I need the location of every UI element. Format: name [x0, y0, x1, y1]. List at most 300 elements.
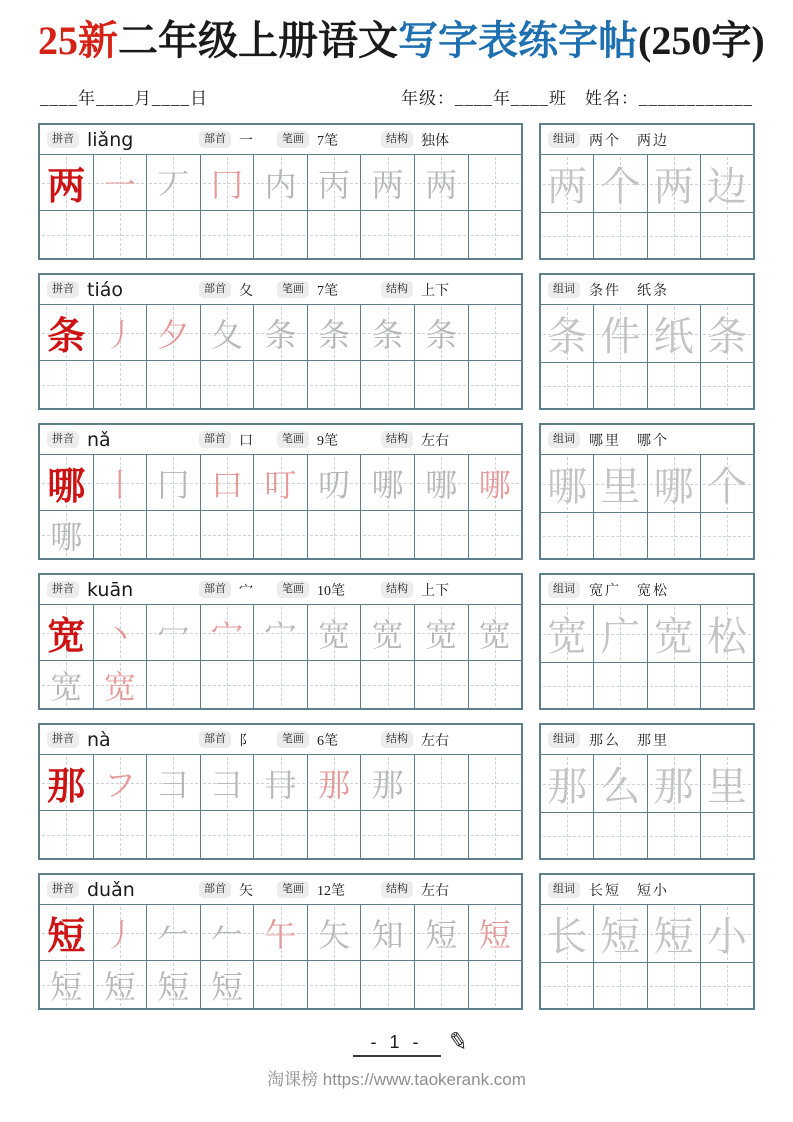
radical-tag: 部首	[199, 881, 231, 898]
stroke-cell	[254, 755, 308, 810]
pinyin-tag: 拼音	[47, 881, 79, 898]
empty-cell	[648, 663, 701, 708]
trace-cell-glyph: 小	[706, 914, 747, 959]
character-block	[38, 123, 755, 260]
empty-practice-row	[541, 812, 753, 858]
trace-cell-glyph: 纸	[653, 314, 694, 359]
words-value: 那么 那里	[589, 733, 669, 749]
stroke-cell	[147, 811, 201, 858]
practice-row-1	[40, 755, 521, 810]
stroke-cell	[415, 755, 469, 810]
stroke-cell	[201, 155, 255, 210]
stroke-cell	[361, 811, 415, 858]
trace-cell-glyph: 件	[600, 314, 641, 359]
stroke-cell	[40, 811, 94, 858]
practice-row-2	[40, 510, 521, 558]
trace-cell-glyph: 哪	[547, 464, 588, 509]
trace-cell-glyph: 宽	[547, 614, 588, 659]
stroke-cell	[469, 155, 522, 210]
practice-row-2	[40, 660, 521, 708]
stroke-order-grid	[38, 123, 523, 260]
stroke-cell-glyph: 𠂉	[157, 916, 190, 953]
stroke-cell-glyph: 彐	[210, 766, 243, 803]
trace-cell	[594, 155, 647, 212]
trace-cell	[648, 755, 701, 812]
block-header	[40, 725, 521, 755]
stroke-cell-glyph: 宽	[425, 616, 458, 653]
stroke-cell-glyph: 矢	[318, 916, 351, 953]
stroke-cell	[308, 511, 362, 558]
practice-row-1	[40, 905, 521, 960]
trace-cell-glyph: 广	[600, 614, 641, 659]
stroke-cell	[361, 661, 415, 708]
stroke-cell-glyph: 宽	[103, 668, 136, 705]
stroke-cell-glyph: 短	[210, 968, 243, 1005]
title-middle: 二年级上册语文	[118, 18, 398, 63]
stroke-cell	[254, 211, 308, 258]
stroke-cell	[415, 305, 469, 360]
empty-cell	[648, 513, 701, 558]
empty-cell	[541, 363, 594, 408]
words-tag: 组词	[548, 131, 580, 148]
structure-tag: 结构	[381, 881, 413, 898]
stroke-cell-glyph: 两	[371, 166, 404, 203]
structure-value: 上下	[421, 283, 449, 299]
trace-cell	[541, 905, 594, 962]
stroke-cell	[94, 361, 148, 408]
empty-practice-row	[541, 962, 753, 1008]
stroke-cell	[415, 905, 469, 960]
structure-tag: 结构	[381, 131, 413, 148]
stroke-cell	[94, 661, 148, 708]
stroke-cell	[415, 961, 469, 1008]
strokes-value: 7笔	[317, 133, 338, 149]
main-character-cell	[40, 155, 94, 210]
stroke-cell	[415, 511, 469, 558]
empty-cell	[594, 363, 647, 408]
stroke-order-grid	[38, 273, 523, 410]
trace-cell-glyph: 个	[600, 164, 641, 209]
stroke-cell-glyph: 丨	[103, 466, 136, 503]
strokes-tag: 笔画	[277, 581, 309, 598]
stroke-cell	[40, 211, 94, 258]
stroke-cell	[361, 361, 415, 408]
stroke-cell	[147, 755, 201, 810]
trace-cell	[648, 605, 701, 662]
stroke-cell	[308, 905, 362, 960]
stroke-cell	[254, 361, 308, 408]
empty-practice-row	[541, 362, 753, 408]
empty-practice-row	[541, 662, 753, 708]
trace-cell-glyph: 那	[653, 764, 694, 809]
trace-cell	[701, 905, 753, 962]
stroke-cell-glyph: 夂	[210, 316, 243, 353]
words-header	[541, 275, 753, 305]
empty-cell	[648, 213, 701, 258]
block-header	[40, 425, 521, 455]
stroke-cell	[415, 811, 469, 858]
stroke-cell	[469, 661, 522, 708]
character-block	[38, 723, 755, 860]
stroke-cell	[94, 605, 148, 660]
stroke-cell	[308, 155, 362, 210]
words-header	[541, 575, 753, 605]
character-block	[38, 573, 755, 710]
stroke-cell	[201, 755, 255, 810]
practice-row-1	[40, 305, 521, 360]
page-number-text: - 1 -	[370, 1032, 423, 1052]
stroke-cell	[308, 605, 362, 660]
word-building-grid	[539, 573, 755, 710]
stroke-cell	[415, 661, 469, 708]
stroke-cell	[94, 905, 148, 960]
stroke-cell-glyph: 条	[371, 316, 404, 353]
stroke-cell-glyph: 彐	[157, 766, 190, 803]
words-tag: 组词	[548, 281, 580, 298]
stroke-cell	[201, 211, 255, 258]
stroke-cell	[469, 811, 522, 858]
stroke-cell	[201, 361, 255, 408]
stroke-cell-glyph: 两	[425, 166, 458, 203]
stroke-cell	[469, 961, 522, 1008]
trace-cell	[648, 305, 701, 362]
structure-tag: 结构	[381, 281, 413, 298]
stroke-cell	[308, 211, 362, 258]
main-character: 那	[47, 766, 86, 808]
stroke-cell-glyph: 一	[103, 166, 136, 203]
stroke-cell	[254, 961, 308, 1008]
stroke-cell	[40, 961, 94, 1008]
stroke-cell-glyph: 那	[371, 766, 404, 803]
structure-tag: 结构	[381, 581, 413, 598]
strokes-value: 6笔	[317, 733, 338, 749]
empty-cell	[541, 813, 594, 858]
trace-cell-glyph: 松	[706, 614, 747, 659]
stroke-cell	[308, 961, 362, 1008]
trace-cell	[594, 605, 647, 662]
main-character-cell	[40, 905, 94, 960]
stroke-cell	[469, 211, 522, 258]
stroke-cell	[415, 155, 469, 210]
strokes-tag: 笔画	[277, 731, 309, 748]
stroke-cell	[308, 305, 362, 360]
empty-practice-row	[541, 212, 753, 258]
stroke-cell-glyph: 哪	[371, 466, 404, 503]
practice-row-2	[40, 360, 521, 408]
pinyin-value: kuān	[87, 578, 134, 601]
stroke-cell-glyph: 丿	[103, 316, 136, 353]
stroke-cell	[415, 605, 469, 660]
stroke-cell	[254, 605, 308, 660]
radical-value: 一	[239, 133, 253, 149]
trace-row	[541, 305, 753, 362]
trace-cell	[701, 305, 753, 362]
strokes-value: 9笔	[317, 433, 338, 449]
pinyin-value: duǎn	[87, 878, 135, 901]
practice-row-2	[40, 810, 521, 858]
words-tag: 组词	[548, 431, 580, 448]
page-number	[353, 1027, 475, 1058]
empty-cell	[701, 363, 753, 408]
page-footer	[38, 1027, 755, 1090]
character-blocks	[38, 123, 755, 1010]
stroke-cell	[94, 755, 148, 810]
words-value: 宽广 宽松	[589, 583, 669, 599]
trace-cell-glyph: 宽	[653, 614, 694, 659]
stroke-cell-glyph: 短	[103, 968, 136, 1005]
stroke-cell	[94, 305, 148, 360]
structure-value: 独体	[421, 133, 449, 149]
strokes-tag: 笔画	[277, 881, 309, 898]
structure-value: 上下	[421, 583, 449, 599]
stroke-cell	[469, 455, 522, 510]
pinyin-value: tiáo	[87, 278, 123, 301]
radical-value: 宀	[239, 583, 253, 599]
stroke-cell-glyph: 丿	[103, 916, 136, 953]
stroke-cell	[308, 361, 362, 408]
stroke-cell	[361, 455, 415, 510]
stroke-cell	[254, 155, 308, 210]
stroke-order-grid	[38, 723, 523, 860]
title-suffix: (250字)	[638, 18, 765, 63]
trace-cell-glyph: 短	[600, 914, 641, 959]
stroke-cell	[201, 455, 255, 510]
structure-tag: 结构	[381, 731, 413, 748]
stroke-cell	[147, 605, 201, 660]
pinyin-tag: 拼音	[47, 581, 79, 598]
trace-cell	[648, 455, 701, 512]
trace-cell	[541, 155, 594, 212]
stroke-cell	[308, 811, 362, 858]
stroke-cell	[147, 211, 201, 258]
trace-cell-glyph: 那	[547, 764, 588, 809]
stroke-cell	[40, 361, 94, 408]
main-character-cell	[40, 455, 94, 510]
word-building-grid	[539, 423, 755, 560]
pinyin-tag: 拼音	[47, 431, 79, 448]
words-tag: 组词	[548, 731, 580, 748]
practice-row-1	[40, 155, 521, 210]
words-header	[541, 125, 753, 155]
title-highlight: 写字表练字帖	[398, 18, 638, 63]
stroke-cell	[254, 305, 308, 360]
empty-cell	[701, 963, 753, 1008]
empty-cell	[594, 663, 647, 708]
trace-cell	[541, 755, 594, 812]
trace-cell	[648, 155, 701, 212]
words-value: 哪里 哪个	[589, 433, 669, 449]
trace-cell-glyph: 长	[547, 914, 588, 959]
stroke-cell	[201, 905, 255, 960]
radical-value: 口	[239, 433, 253, 449]
main-character-cell	[40, 755, 94, 810]
words-tag: 组词	[548, 881, 580, 898]
stroke-cell	[361, 961, 415, 1008]
trace-row	[541, 455, 753, 512]
words-tag: 组词	[548, 581, 580, 598]
stroke-cell-glyph: 知	[371, 916, 404, 953]
stroke-cell	[40, 511, 94, 558]
stroke-cell	[94, 211, 148, 258]
radical-value: 阝	[239, 733, 253, 749]
stroke-cell	[361, 755, 415, 810]
trace-cell-glyph: 边	[706, 164, 747, 209]
stroke-cell	[254, 811, 308, 858]
stroke-cell	[147, 305, 201, 360]
trace-cell	[648, 905, 701, 962]
trace-cell	[541, 455, 594, 512]
block-header	[40, 125, 521, 155]
words-header	[541, 725, 753, 755]
stroke-cell	[40, 661, 94, 708]
stroke-cell	[415, 211, 469, 258]
trace-cell-glyph: 两	[653, 164, 694, 209]
strokes-value: 12笔	[317, 883, 345, 899]
pinyin-value: nà	[87, 728, 111, 751]
trace-row	[541, 605, 753, 662]
stroke-cell-glyph: 午	[264, 916, 297, 953]
stroke-cell-glyph: 宀	[210, 616, 243, 653]
stroke-cell	[254, 511, 308, 558]
words-value: 长短 短小	[589, 883, 669, 899]
stroke-cell	[308, 661, 362, 708]
stroke-cell-glyph: 宽	[50, 668, 83, 705]
empty-cell	[648, 363, 701, 408]
main-character: 哪	[47, 466, 86, 508]
main-character-cell	[40, 605, 94, 660]
stroke-cell-glyph: 哪	[50, 518, 83, 555]
stroke-cell	[469, 305, 522, 360]
trace-cell	[701, 755, 753, 812]
trace-cell-glyph: 么	[600, 764, 641, 809]
stroke-cell-glyph: 短	[157, 968, 190, 1005]
empty-cell	[594, 213, 647, 258]
main-character: 宽	[47, 616, 86, 658]
stroke-cell	[147, 361, 201, 408]
structure-value: 左右	[421, 433, 449, 449]
stroke-cell	[201, 511, 255, 558]
structure-value: 左右	[421, 733, 449, 749]
stroke-order-grid	[38, 573, 523, 710]
grade-blanks: 年级：____年____班	[401, 89, 567, 108]
words-value: 条件 纸条	[589, 283, 669, 299]
practice-row-2	[40, 960, 521, 1008]
stroke-cell-glyph: 𠂉	[210, 916, 243, 953]
trace-cell	[594, 455, 647, 512]
stroke-cell-glyph: フ	[103, 766, 136, 803]
trace-cell	[701, 155, 753, 212]
stroke-cell	[147, 155, 201, 210]
word-building-grid	[539, 273, 755, 410]
trace-cell	[594, 755, 647, 812]
stroke-cell	[361, 605, 415, 660]
stroke-cell	[308, 755, 362, 810]
stroke-cell-glyph: 叨	[318, 466, 351, 503]
stroke-cell	[469, 605, 522, 660]
radical-tag: 部首	[199, 431, 231, 448]
practice-row-1	[40, 455, 521, 510]
trace-cell-glyph: 个	[706, 464, 747, 509]
stroke-cell-glyph: 冂	[210, 166, 243, 203]
empty-cell	[594, 963, 647, 1008]
trace-cell-glyph: 里	[600, 464, 641, 509]
stroke-cell-glyph: 冖	[157, 616, 190, 653]
pinyin-tag: 拼音	[47, 281, 79, 298]
stroke-cell-glyph: 丙	[318, 166, 351, 203]
trace-cell-glyph: 哪	[653, 464, 694, 509]
main-character-cell	[40, 305, 94, 360]
radical-tag: 部首	[199, 281, 231, 298]
stroke-cell-glyph: 宽	[318, 616, 351, 653]
stroke-cell	[469, 755, 522, 810]
trace-cell	[541, 605, 594, 662]
stroke-cell	[201, 305, 255, 360]
stroke-cell-glyph: 条	[264, 316, 297, 353]
structure-tag: 结构	[381, 431, 413, 448]
practice-row-2	[40, 210, 521, 258]
stroke-cell-glyph: 条	[318, 316, 351, 353]
trace-cell-glyph: 条	[706, 314, 747, 359]
trace-row	[541, 155, 753, 212]
stroke-cell-glyph: 条	[425, 316, 458, 353]
stroke-cell-glyph: 夕	[157, 316, 190, 353]
stroke-cell	[415, 455, 469, 510]
empty-cell	[648, 963, 701, 1008]
stroke-order-grid	[38, 873, 523, 1010]
stroke-cell	[469, 511, 522, 558]
stroke-cell	[254, 661, 308, 708]
practice-row-1	[40, 605, 521, 660]
stroke-cell	[361, 211, 415, 258]
page-title	[38, 14, 765, 68]
stroke-cell	[201, 961, 255, 1008]
stroke-order-grid	[38, 423, 523, 560]
stroke-cell-glyph: 冄	[264, 766, 297, 803]
empty-cell	[594, 813, 647, 858]
trace-row	[541, 905, 753, 962]
stroke-cell	[94, 961, 148, 1008]
trace-cell	[541, 305, 594, 362]
stroke-cell	[94, 811, 148, 858]
word-building-grid	[539, 873, 755, 1010]
character-block	[38, 273, 755, 410]
trace-cell	[594, 905, 647, 962]
pinyin-value: nǎ	[87, 428, 111, 451]
empty-cell	[541, 513, 594, 558]
stroke-cell-glyph: 叮	[264, 466, 297, 503]
words-header	[541, 425, 753, 455]
radical-tag: 部首	[199, 731, 231, 748]
pinyin-tag: 拼音	[47, 131, 79, 148]
words-header	[541, 875, 753, 905]
stroke-cell	[361, 905, 415, 960]
empty-cell	[541, 663, 594, 708]
name-blanks: 姓名：____________	[585, 89, 753, 108]
stroke-cell-glyph: 冂	[157, 466, 190, 503]
date-name-row	[40, 84, 753, 109]
words-value: 两个 两边	[589, 133, 669, 149]
structure-value: 左右	[421, 883, 449, 899]
trace-cell	[701, 455, 753, 512]
stroke-cell	[415, 361, 469, 408]
date-blanks: ____年____月____日	[40, 89, 208, 108]
strokes-tag: 笔画	[277, 431, 309, 448]
stroke-cell	[147, 511, 201, 558]
empty-cell	[701, 663, 753, 708]
stroke-cell	[94, 511, 148, 558]
character-block	[38, 873, 755, 1010]
stroke-cell-glyph: 宽	[478, 616, 511, 653]
